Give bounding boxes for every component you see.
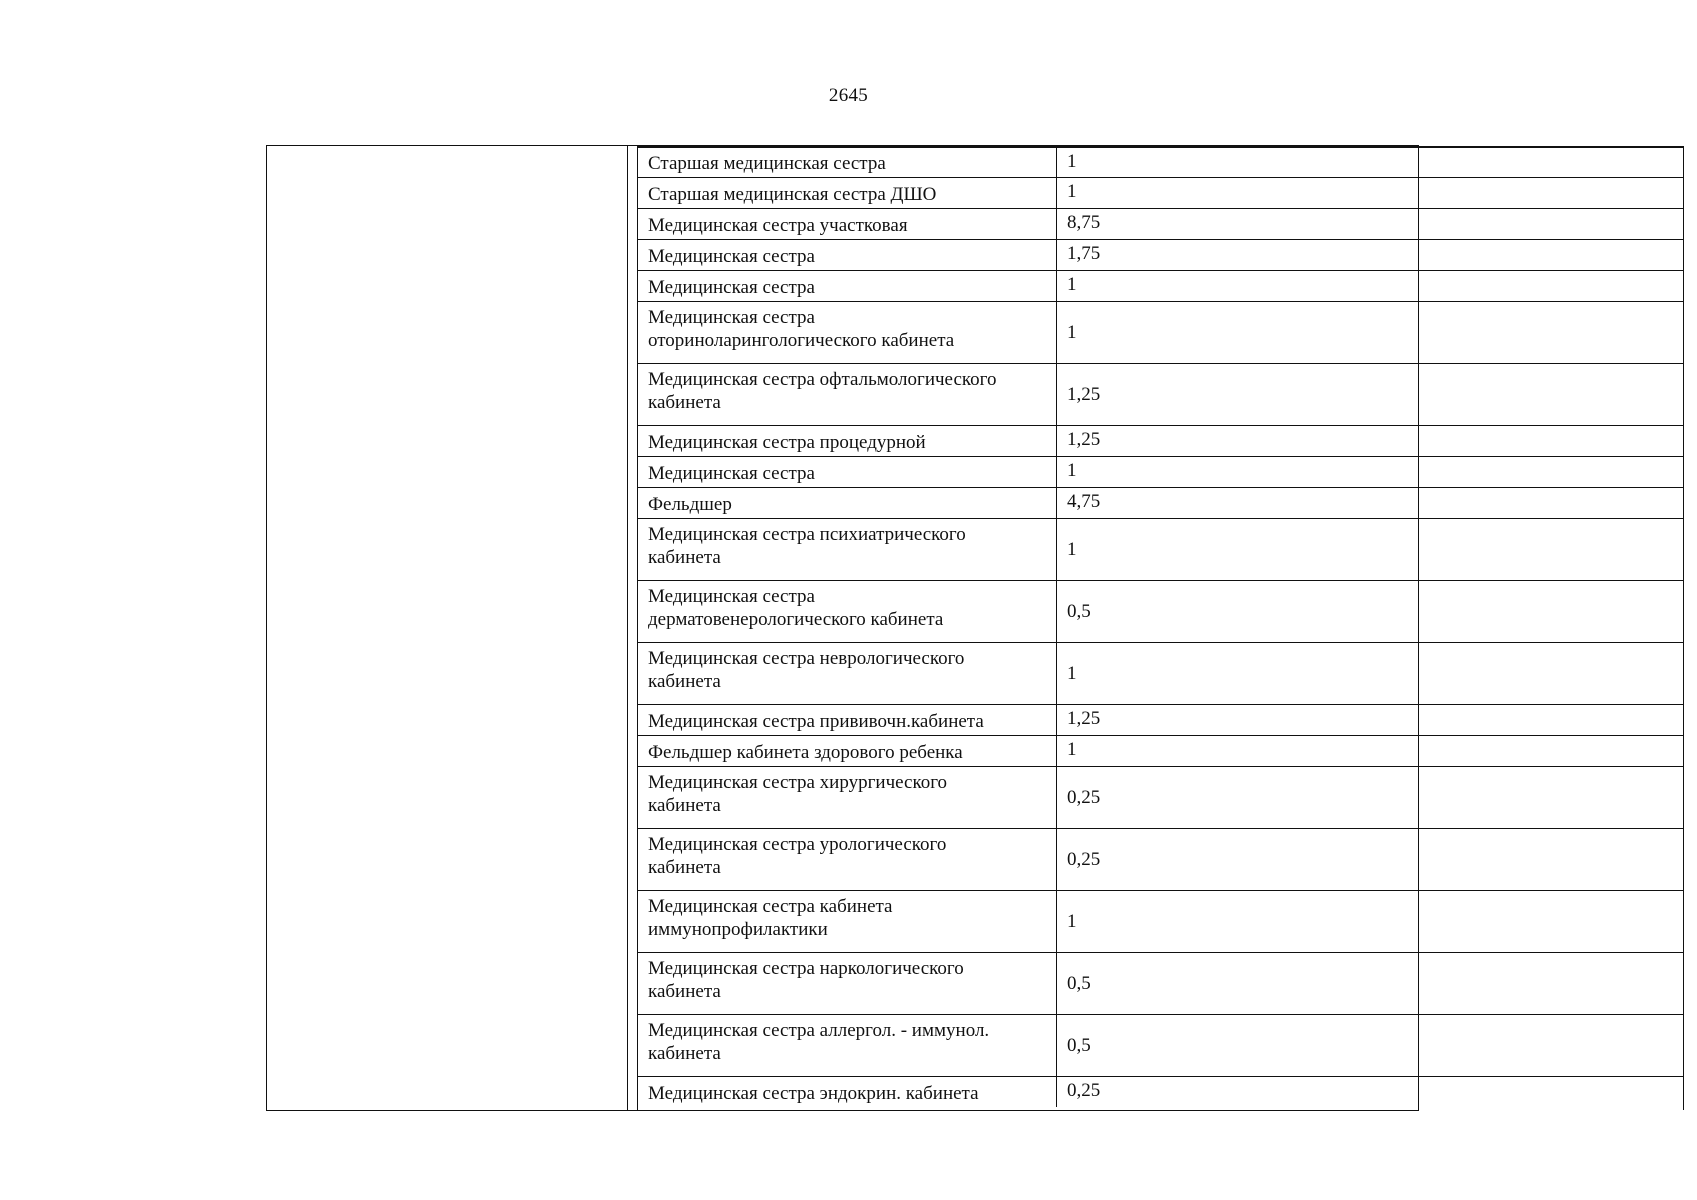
position-cell: Медицинская сестра	[638, 271, 1057, 301]
table-row	[638, 642, 1683, 704]
position-cell: Медицинская сестра неврологического кабинета	[638, 643, 1057, 704]
position-cell: Медицинская сестра дерматовенерологического кабинета	[638, 581, 1057, 642]
staff-positions-table	[637, 146, 1684, 1110]
rate-cell: 1	[1067, 460, 1077, 481]
rate-cell: 1,25	[1067, 708, 1101, 729]
table-row	[638, 208, 1683, 239]
table-row	[638, 239, 1683, 270]
empty-merged-cell	[267, 146, 628, 1110]
position-cell: Фельдшер	[638, 488, 1057, 518]
table-row	[638, 1076, 1683, 1107]
table-row	[638, 580, 1683, 642]
table-row	[638, 456, 1683, 487]
rate-cell: 1,75	[1067, 243, 1101, 264]
position-cell: Медицинская сестра	[638, 240, 1057, 270]
table-row	[638, 363, 1683, 425]
rate-cell: 1	[1067, 739, 1077, 760]
table-row	[638, 828, 1683, 890]
position-cell: Медицинская сестра наркологического кабинета	[638, 953, 1057, 1014]
rate-cell: 1	[1067, 663, 1077, 684]
position-cell: Фельдшер кабинета здорового ребенка	[638, 736, 1057, 766]
rate-cell: 1	[1067, 151, 1077, 172]
rate-cell: 1	[1067, 911, 1077, 932]
rate-cell: 1	[1067, 539, 1077, 560]
rate-cell: 0,25	[1067, 849, 1101, 870]
position-cell: Медицинская сестра оториноларингологического кабинета	[638, 302, 1057, 363]
table-row	[638, 704, 1683, 735]
table-row	[638, 425, 1683, 456]
table-row	[638, 487, 1683, 518]
table-row	[638, 177, 1683, 208]
table-row	[638, 518, 1683, 580]
position-cell: Медицинская сестра эндокрин. кабинета	[638, 1077, 1057, 1107]
rate-cell: 1,25	[1067, 384, 1101, 405]
position-cell: Старшая медицинская сестра ДШО	[638, 178, 1057, 208]
table-row	[638, 735, 1683, 766]
rate-cell: 8,75	[1067, 212, 1101, 233]
position-cell: Медицинская сестра хирургического кабинета	[638, 767, 1057, 828]
table-row	[638, 146, 1683, 177]
rate-cell: 1	[1067, 274, 1077, 295]
table-row	[638, 890, 1683, 952]
staffing-table	[266, 145, 1419, 1111]
rate-cell: 0,5	[1067, 601, 1091, 622]
position-cell: Старшая медицинская сестра	[638, 148, 1057, 177]
rate-cell: 1	[1067, 322, 1077, 343]
rate-cell: 0,25	[1067, 787, 1101, 808]
position-cell: Медицинская сестра психиатрического кабинета	[638, 519, 1057, 580]
rate-cell: 1,25	[1067, 429, 1101, 450]
rate-cell: 1	[1067, 181, 1077, 202]
position-cell: Медицинская сестра участковая	[638, 209, 1057, 239]
table-row	[638, 952, 1683, 1014]
rate-cell: 0,5	[1067, 973, 1091, 994]
rate-cell: 0,5	[1067, 1035, 1091, 1056]
position-cell: Медицинская сестра прививочн.кабинета	[638, 705, 1057, 735]
rate-cell: 4,75	[1067, 491, 1101, 512]
table-row	[638, 270, 1683, 301]
position-cell: Медицинская сестра аллергол. - иммунол. кабинета	[638, 1015, 1057, 1076]
rate-cell: 0,25	[1067, 1080, 1101, 1101]
position-cell: Медицинская сестра офтальмологического кабинета	[638, 364, 1057, 425]
position-cell: Медицинская сестра урологического кабинета	[638, 829, 1057, 890]
table-row	[638, 766, 1683, 828]
position-cell: Медицинская сестра кабинета иммунопрофилактики	[638, 891, 1057, 952]
table-row	[638, 1014, 1683, 1076]
page-number: 2645	[828, 85, 869, 106]
table-row	[638, 301, 1683, 363]
position-cell: Медицинская сестра процедурной	[638, 426, 1057, 456]
position-cell: Медицинская сестра	[638, 457, 1057, 487]
